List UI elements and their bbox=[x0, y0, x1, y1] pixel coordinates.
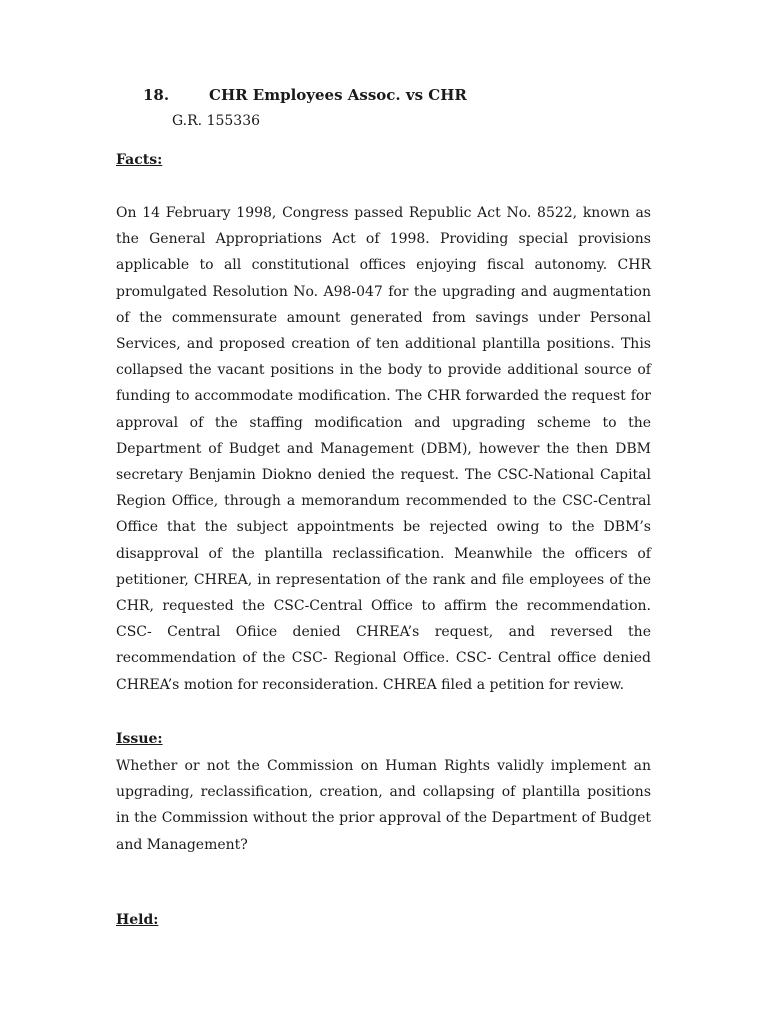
held-heading: Held: bbox=[116, 912, 159, 928]
case-number: 18. bbox=[143, 86, 170, 104]
gr-number: G.R. 155336 bbox=[172, 113, 261, 129]
issue-paragraph: Whether or not the Commission on Human Rights validly implement an upgrading, reclassification, creation, and collapsing of plantilla positions in the Commission without the prior approval of the Department of Budget and Management? bbox=[116, 758, 651, 853]
facts-heading: Facts: bbox=[116, 152, 163, 168]
case-heading bbox=[143, 86, 467, 104]
facts-paragraph: On 14 February 1998, Congress passed Republic Act No. 8522, known as the General Appropriations Act of 1998. Providing special provisions applicable to all constitutional offices enjoying fiscal autonomy. CHR promulgated Resolution No. A98-047 for the upgrading and augmentation of the commensurate amount generated from savings under Personal Services, and proposed creation of ten additional plantilla positions. This collapsed the vacant positions in the body to provide additional source of funding to accommodate modification. The CHR forwarded the request for approval of the staffing modification and upgrading scheme to the Department of Budget and Management (DBM), however the then DBM secretary Benjamin Diokno denied the request. The CSC-National Capital Region Office, through a memorandum recommended to the CSC-Central Office that the subject appointments be rejected owing to the DBM’s disapproval of the plantilla reclassification. Meanwhile the officers of petitioner, CHREA, in representation of the rank and file employees of the CHR, requested the CSC-Central Office to affirm the recommendation. CSC- Central Ofiice denied CHREA’s request, and reversed the recommendation of the CSC- Regional Office. CSC- Central office denied CHREA’s motion for reconsideration. CHREA filed a petition for review. bbox=[116, 205, 651, 693]
case-title: CHR Employees Assoc. vs CHR bbox=[209, 86, 467, 104]
issue-heading: Issue: bbox=[116, 731, 163, 747]
